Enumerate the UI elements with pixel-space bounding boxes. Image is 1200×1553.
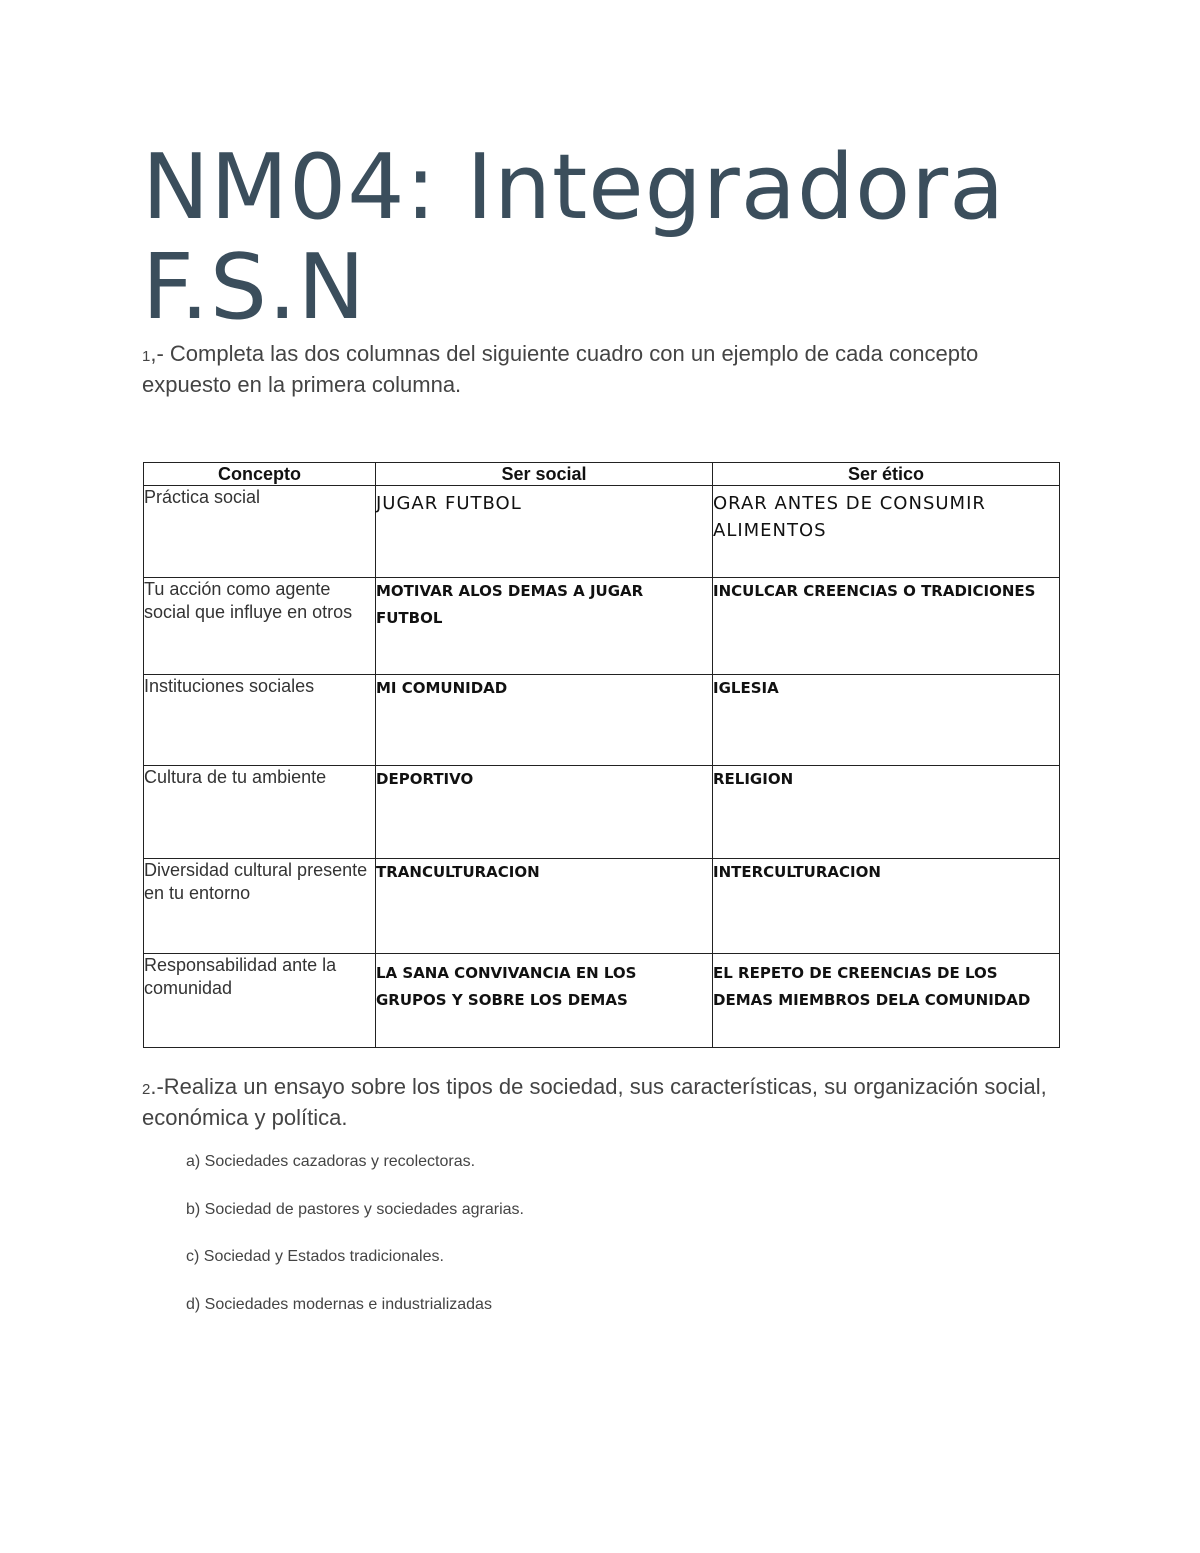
table-row xyxy=(144,675,1060,766)
ser-etico-cell: INCULCAR CREENCIAS O TRADICIONES xyxy=(713,578,1060,675)
table-row xyxy=(144,766,1060,859)
ser-social-cell: DEPORTIVO xyxy=(376,766,713,859)
title-line-1: NM04: Integradora xyxy=(142,135,1006,240)
concept-cell: Cultura de tu ambiente xyxy=(144,766,376,859)
concept-table xyxy=(143,462,1060,1048)
option-a: a) Sociedades cazadoras y recolectoras. xyxy=(186,1153,476,1170)
header-ser-social: Ser social xyxy=(376,463,713,486)
option-c: c) Sociedad y Estados tradicionales. xyxy=(186,1248,444,1265)
ser-etico-cell: ORAR ANTES DE CONSUMIR ALIMENTOS xyxy=(713,486,1060,578)
table-row xyxy=(144,578,1060,675)
question-1 xyxy=(142,340,1052,399)
document-title xyxy=(142,135,1102,340)
header-ser-etico: Ser ético xyxy=(713,463,1060,486)
ser-etico-cell: INTERCULTURACION xyxy=(713,859,1060,954)
table-row xyxy=(144,486,1060,578)
question-2 xyxy=(142,1073,1052,1132)
table-row xyxy=(144,859,1060,954)
question-1-number: 1 xyxy=(142,348,151,365)
ser-social-cell: MI COMUNIDAD xyxy=(376,675,713,766)
table-header-row xyxy=(144,463,1060,486)
title-line-2: F.S.N xyxy=(142,235,366,340)
ser-social-cell: JUGAR FUTBOL xyxy=(376,486,713,578)
ser-etico-cell: RELIGION xyxy=(713,766,1060,859)
ser-social-cell: TRANCULTURACION xyxy=(376,859,713,954)
concept-cell: Práctica social xyxy=(144,486,376,578)
concept-cell: Diversidad cultural presente en tu entorno xyxy=(144,859,376,954)
option-d: d) Sociedades modernas e industrializadas xyxy=(186,1296,492,1313)
option-b: b) Sociedad de pastores y sociedades agrarias. xyxy=(186,1201,524,1218)
concept-cell: Tu acción como agente social que influye en otros xyxy=(144,578,376,675)
header-concepto: Concepto xyxy=(144,463,376,486)
concept-cell: Responsabilidad ante la comunidad xyxy=(144,954,376,1048)
question-1-text: ,- Completa las dos columnas del siguiente cuadro con un ejemplo de cada concepto expuesto en la primera columna. xyxy=(142,341,979,397)
question-2-number: 2 xyxy=(142,1081,151,1098)
ser-etico-cell: IGLESIA xyxy=(713,675,1060,766)
concept-cell: Instituciones sociales xyxy=(144,675,376,766)
ser-social-cell: MOTIVAR ALOS DEMAS A JUGAR FUTBOL xyxy=(376,578,713,675)
question-2-text: .-Realiza un ensayo sobre los tipos de sociedad, sus características, su organización social, económica y política. xyxy=(142,1074,1047,1130)
ser-etico-cell: EL REPETO DE CREENCIAS DE LOS DEMAS MIEMBROS DELA COMUNIDAD xyxy=(713,954,1060,1048)
table-row xyxy=(144,954,1060,1048)
ser-social-cell: LA SANA CONVIVANCIA EN LOS GRUPOS Y SOBRE LOS DEMAS xyxy=(376,954,713,1048)
